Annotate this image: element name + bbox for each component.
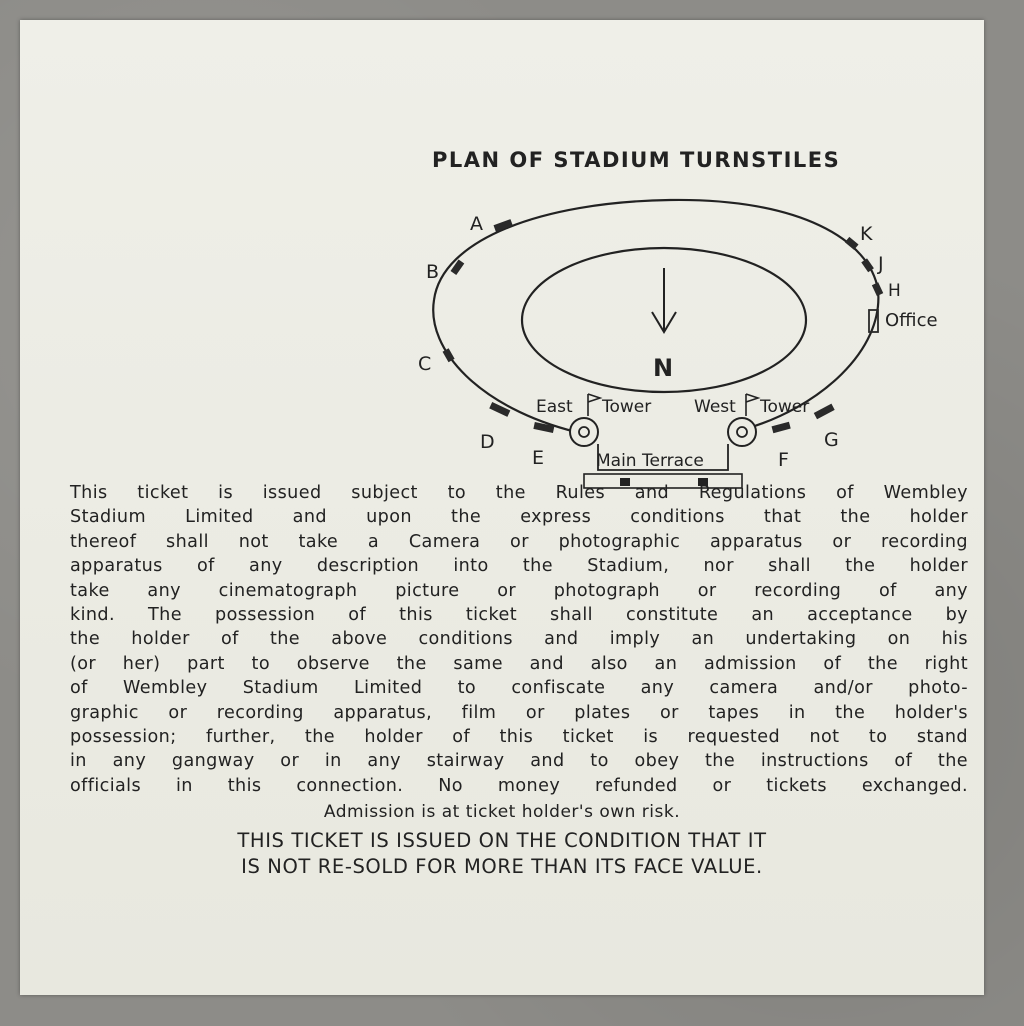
- stadium-plan-diagram: [390, 180, 950, 500]
- turnstile-label-f: F: [778, 449, 789, 471]
- conditions-line: officials in this connection. No money refunded or tickets exchanged.: [70, 775, 968, 796]
- turnstile-label-b: B: [426, 261, 440, 283]
- conditions-line: This ticket is issued subject to the Rules and Regulations of Wembley: [70, 483, 968, 503]
- turnstile-label-c: C: [418, 353, 432, 375]
- east-tower-label: East: [536, 397, 573, 417]
- conditions-line: kind. The possession of this ticket shall constitute an acceptance by: [70, 605, 968, 626]
- north-arrow-icon: [652, 268, 676, 332]
- resale-notice-line: IS NOT RE-SOLD FOR MORE THAN ITS FACE VALUE.: [241, 855, 763, 878]
- stadium-outer-ring: [433, 200, 878, 432]
- conditions-text: [70, 481, 968, 798]
- ticket: [20, 20, 984, 995]
- turnstile-label-g: G: [824, 429, 839, 451]
- turnstile-markers: [443, 219, 884, 433]
- conditions-line: Stadium Limited and upon the express conditions that the holder: [70, 507, 968, 528]
- plan-title: PLAN OF STADIUM TURNSTILES: [432, 148, 841, 172]
- conditions-line: graphic or recording apparatus, film or plates or tapes in the holder's: [70, 702, 968, 723]
- resale-notice-line: THIS TICKET IS ISSUED ON THE CONDITION THAT IT: [237, 829, 767, 852]
- turnstile-label-h: H: [888, 281, 901, 301]
- turnstile-label-e: E: [532, 447, 545, 469]
- turnstile-label-d: D: [480, 431, 495, 453]
- conditions-line: of Wembley Stadium Limited to confiscate any camera and/or photo-: [70, 678, 968, 699]
- turnstile-label-j: J: [878, 253, 884, 275]
- conditions-line: in any gangway or in any stairway and to obey the instructions of the: [70, 751, 968, 772]
- east-tower-word: Tower: [602, 397, 652, 417]
- conditions-line: take any cinematograph picture or photograph or recording of any: [70, 580, 968, 601]
- conditions-line: possession; further, the holder of this ticket is requested not to stand: [70, 727, 968, 748]
- main-terrace-label: Main Terrace: [596, 451, 704, 471]
- east-tower-icon: [570, 394, 600, 446]
- resale-notice: [20, 828, 984, 880]
- turnstile-label-a: A: [470, 213, 483, 235]
- conditions-line: the holder of the above conditions and imply an undertaking on his: [70, 629, 968, 650]
- turnstile-label-k: K: [860, 223, 873, 245]
- office-label: Office: [885, 310, 938, 331]
- conditions-line: apparatus of any description into the Stadium, nor shall the holder: [70, 556, 968, 577]
- west-tower-word: Tower: [760, 397, 810, 417]
- conditions-line: thereof shall not take a Camera or photographic apparatus or recording: [70, 531, 968, 552]
- conditions-line: (or her) part to observe the same and also an admission of the right: [70, 653, 968, 674]
- north-label: N: [653, 354, 674, 382]
- west-tower-label: West: [694, 397, 736, 417]
- risk-notice: Admission is at ticket holder's own risk.: [323, 802, 681, 822]
